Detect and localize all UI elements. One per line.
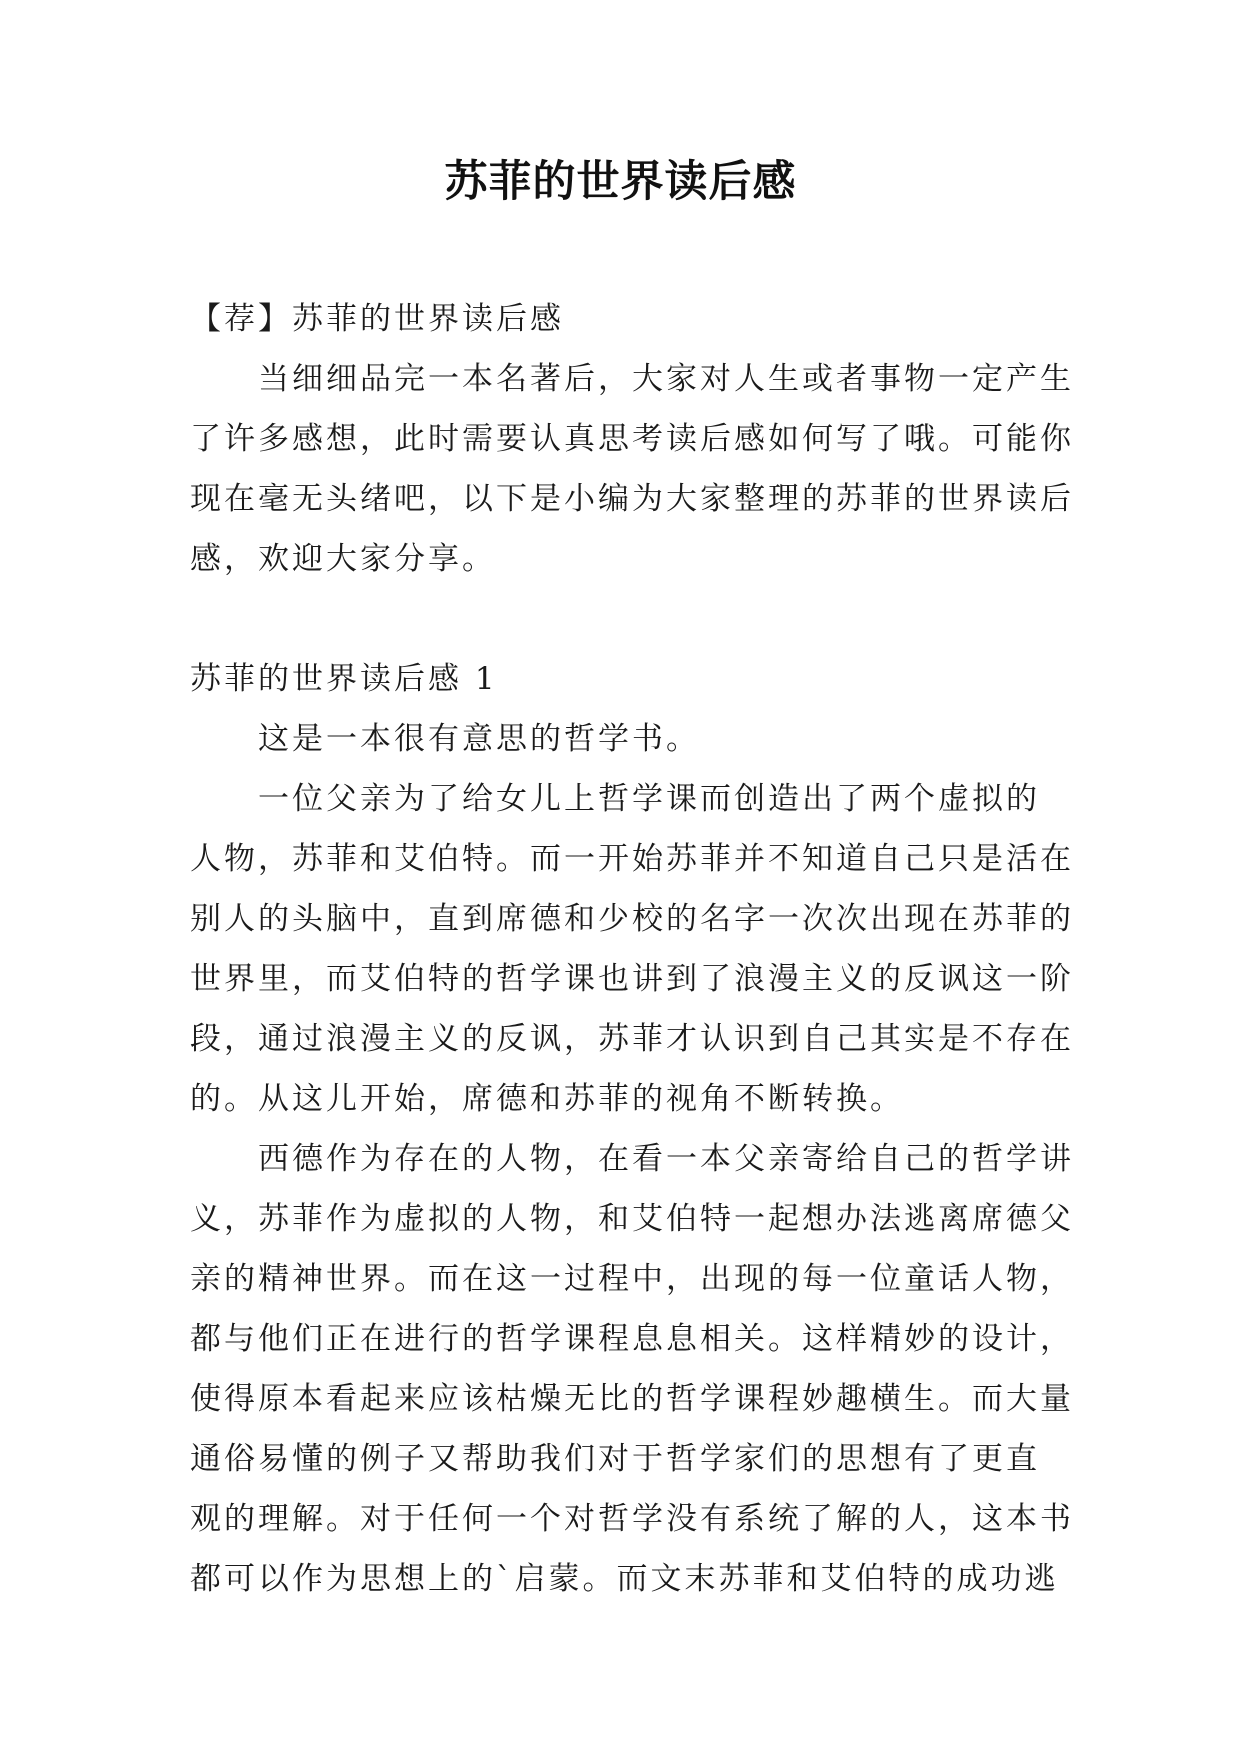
paragraph-2-line-1: 一位父亲为了给女儿上哲学课而创造出了两个虚拟的 (258, 781, 1040, 817)
paragraph-3-line-1: 西德作为存在的人物，在看一本父亲寄给自己的哲学讲 (258, 1141, 1074, 1177)
section-heading: 苏菲的世界读后感 1 (190, 661, 498, 697)
intro-heading: 【荐】苏菲的世界读后感 (190, 301, 564, 337)
paragraph-2-line-4: 世界里，而艾伯特的哲学课也讲到了浪漫主义的反讽这一阶 (190, 961, 1074, 997)
paragraph-2-line-3: 别人的头脑中，直到席德和少校的名字一次次出现在苏菲的 (190, 901, 1074, 937)
paragraph-3-line-6: 通俗易懂的例子又帮助我们对于哲学家们的思想有了更直 (190, 1441, 1040, 1477)
document-title: 苏菲的世界读后感 (444, 157, 797, 207)
paragraph-2-line-5: 段，通过浪漫主义的反讽，苏菲才认识到自己其实是不存在 (190, 1021, 1074, 1057)
paragraph-2-line-2: 人物，苏菲和艾伯特。而一开始苏菲并不知道自己只是活在 (190, 841, 1074, 877)
paragraph-3-line-3: 亲的精神世界。而在这一过程中，出现的每一位童话人物， (190, 1261, 1074, 1297)
paragraph-3-line-4: 都与他们正在进行的哲学课程息息相关。这样精妙的设计， (190, 1321, 1074, 1357)
paragraph-3-line-7: 观的理解。对于任何一个对哲学没有系统了解的人，这本书 (190, 1501, 1074, 1537)
paragraph-2-line-6: 的。从这儿开始，席德和苏菲的视角不断转换。 (190, 1081, 904, 1117)
paragraph-1: 这是一本很有意思的哲学书。 (258, 721, 700, 757)
intro-line-3: 现在毫无头绪吧，以下是小编为大家整理的苏菲的世界读后 (190, 481, 1074, 517)
blank-line (190, 589, 1058, 649)
paragraph-3-line-2: 义，苏菲作为虚拟的人物，和艾伯特一起想办法逃离席德父 (190, 1201, 1074, 1237)
paragraph-3-line-5: 使得原本看起来应该枯燥无比的哲学课程妙趣横生。而大量 (190, 1381, 1074, 1417)
intro-line-2: 了许多感想，此时需要认真思考读后感如何写了哦。可能你 (190, 421, 1074, 457)
paragraph-3-line-8: 都可以作为思想上的`启蒙。而文末苏菲和艾伯特的成功逃 (190, 1561, 1059, 1597)
intro-line-1: 当细细品完一本名著后，大家对人生或者事物一定产生 (258, 361, 1074, 397)
document-body (190, 289, 1074, 1609)
intro-line-4: 感，欢迎大家分享。 (190, 541, 496, 577)
